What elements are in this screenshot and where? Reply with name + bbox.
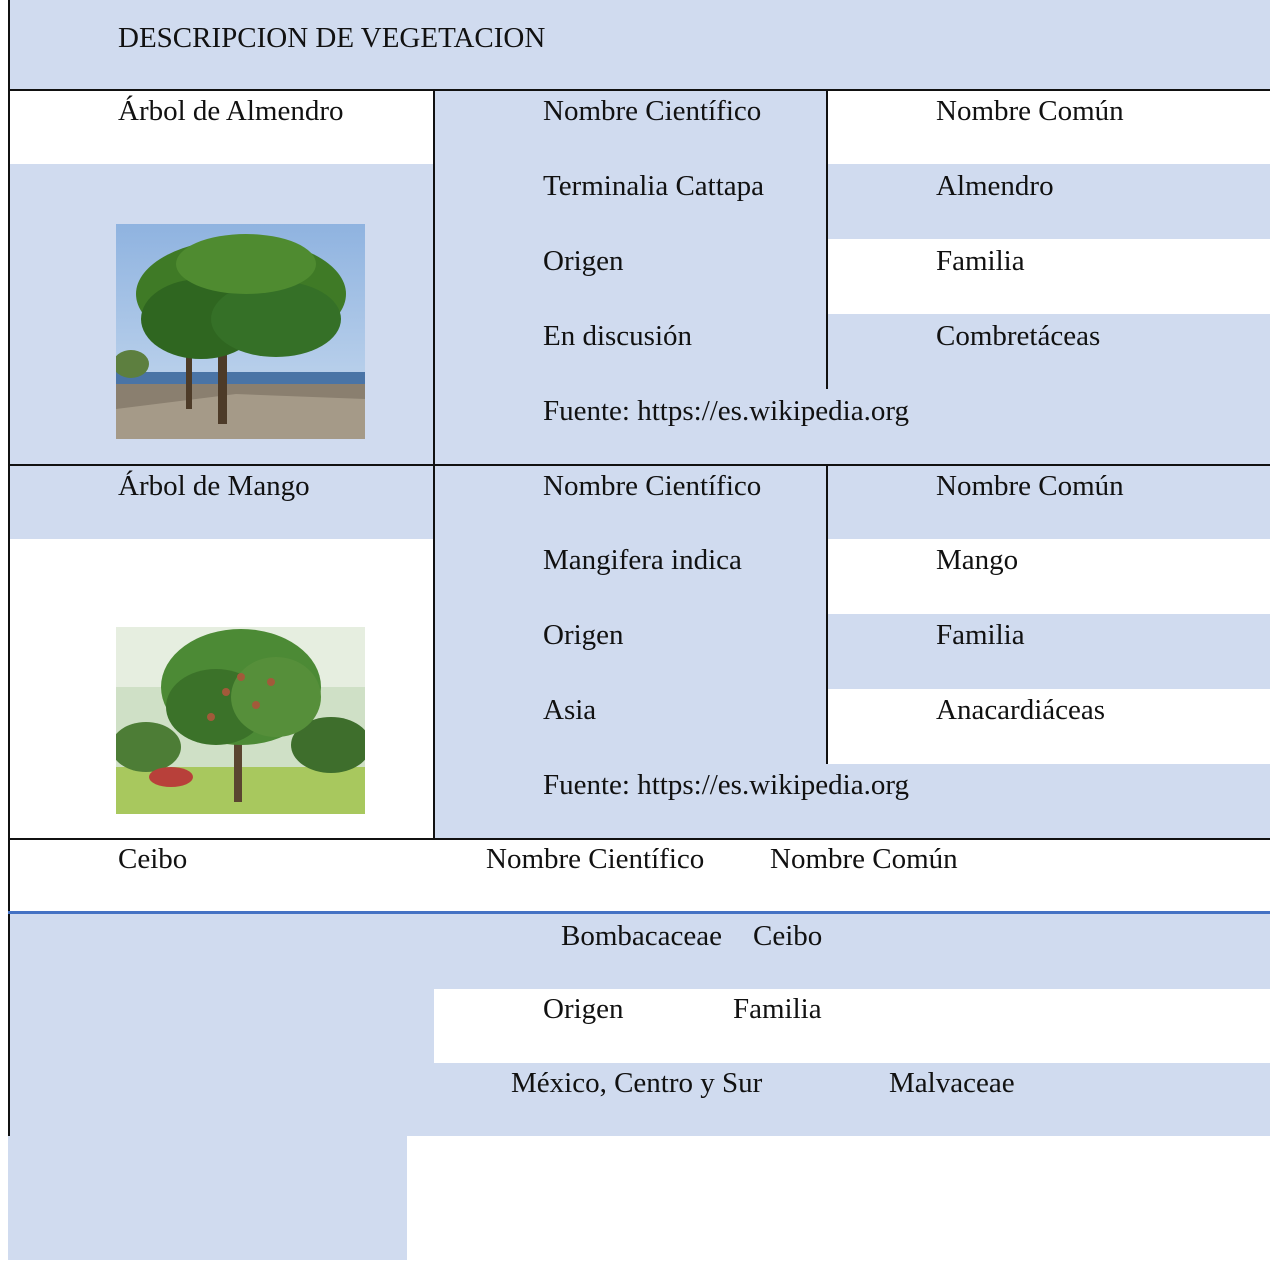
mango-origin-label: Origen <box>543 619 624 651</box>
ceibo-family: Malvaceae <box>889 1067 1015 1099</box>
almendro-origin-label: Origen <box>543 245 624 277</box>
column-divider <box>826 89 828 389</box>
almendro-family: Combretáceas <box>936 320 1101 352</box>
column-divider <box>826 464 828 764</box>
mango-sci-name: Mangifera indica <box>543 544 742 576</box>
ceibo-header-sci: Nombre Científico <box>486 843 705 875</box>
almendro-name: Árbol de Almendro <box>118 95 344 127</box>
mango-name: Árbol de Mango <box>118 470 310 502</box>
mango-header-common: Nombre Común <box>936 470 1124 502</box>
mango-origin: Asia <box>543 694 597 726</box>
ceibo-separator <box>8 911 1270 914</box>
row-divider <box>8 838 1270 840</box>
mango-header-sci: Nombre Científico <box>543 470 762 502</box>
row-divider <box>8 464 1270 466</box>
mango-family-label: Familia <box>936 619 1025 651</box>
page-title: DESCRIPCION DE VEGETACION <box>118 22 546 54</box>
ceibo-sci-name: Bombacaceae <box>561 920 723 952</box>
table-left-border <box>8 0 10 1136</box>
almendro-header-sci: Nombre Científico <box>543 95 762 127</box>
ceibo-origin: México, Centro y Sur <box>511 1067 763 1099</box>
mango-family: Anacardiáceas <box>936 694 1106 726</box>
almendro-origin: En discusión <box>543 320 693 352</box>
almendro-header-common: Nombre Común <box>936 95 1124 127</box>
almendro-source: Fuente: https://es.wikipedia.org <box>543 395 909 427</box>
almendro-tree-image <box>116 224 365 439</box>
ceibo-origin-label: Origen <box>543 993 624 1025</box>
mango-source: Fuente: https://es.wikipedia.org <box>543 769 909 801</box>
ceibo-header-common: Nombre Común <box>770 843 958 875</box>
ceibo-common-name: Ceibo <box>753 920 823 952</box>
row-divider <box>8 89 1270 91</box>
almendro-family-label: Familia <box>936 245 1025 277</box>
almendro-sci-name: Terminalia Cattapa <box>543 170 765 202</box>
mango-tree-image <box>116 627 365 814</box>
mango-origin-cell <box>434 689 827 764</box>
mango-common-name: Mango <box>936 544 1019 576</box>
column-divider <box>433 89 435 839</box>
ceibo-left-bg <box>8 989 434 1064</box>
ceibo-name: Ceibo <box>118 843 188 875</box>
ceibo-image-placeholder <box>8 1136 407 1260</box>
almendro-common-name: Almendro <box>936 170 1054 202</box>
ceibo-family-label: Familia <box>733 993 822 1025</box>
